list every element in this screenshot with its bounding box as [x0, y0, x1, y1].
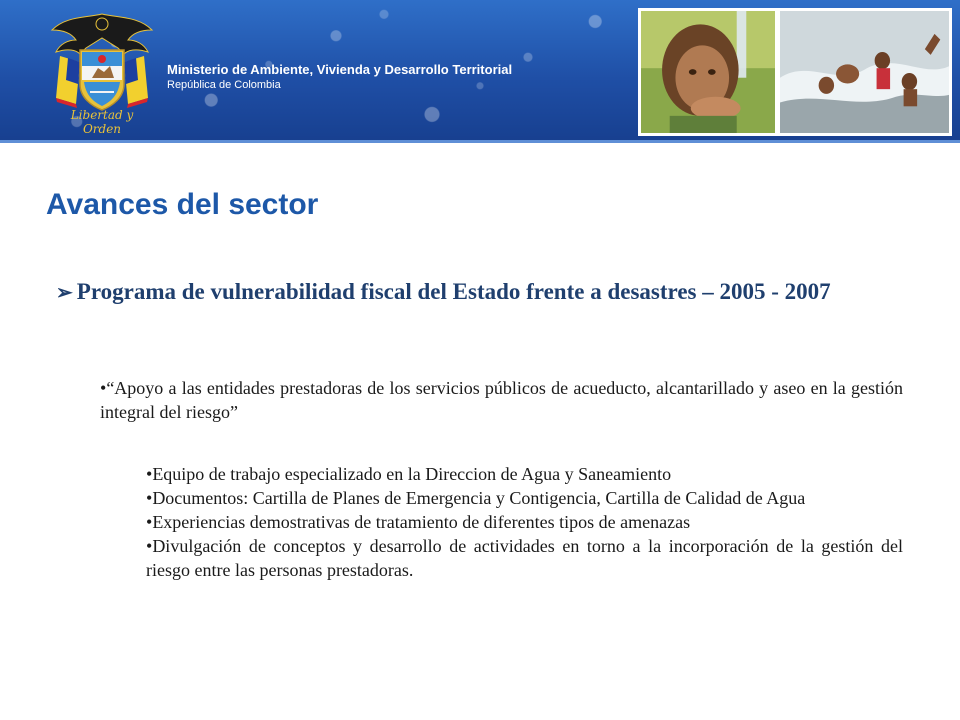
photo-children-fountain	[777, 8, 952, 136]
list-item: •Equipo de trabajo especializado en la Direccion de Agua y Saneamiento	[146, 464, 672, 484]
program-heading	[56, 276, 906, 309]
sub-bullet-list	[146, 462, 903, 582]
quote-text: “Apoyo a las entidades prestadoras de los servicios públicos de acueducto, alcantarillado y aseo en la gestión integral del riesgo”	[100, 378, 903, 422]
bullet-dot-icon: •	[146, 536, 153, 556]
header-banner	[0, 0, 960, 143]
bullet-dot-icon: •	[146, 512, 153, 532]
bullet-dot-icon: •	[100, 378, 107, 398]
bullet-dot-icon: •	[146, 464, 153, 484]
country-name: República de Colombia	[167, 79, 281, 91]
list-item: •Documentos: Cartilla de Planes de Emergencia y Contigencia, Cartilla de Calidad de Agua	[146, 488, 806, 508]
header-divider	[0, 140, 960, 143]
photo-child-drinking-water	[638, 8, 778, 136]
ministry-name: Ministerio de Ambiente, Vivienda y Desarrollo Territorial	[167, 62, 513, 77]
arrow-bullet-icon: ➢	[56, 282, 73, 304]
quote-bullet	[100, 376, 903, 424]
coat-of-arms-logo	[46, 8, 158, 136]
list-item: •Experiencias demostrativas de tratamiento de diferentes tipos de amenazas	[146, 512, 691, 532]
ministry-label	[167, 62, 512, 92]
program-title-text: Programa de vulnerabilidad fiscal del Estado frente a desastres – 2005 - 2007	[76, 279, 831, 304]
list-item: •Divulgación de conceptos y desarrollo de actividades en torno a la incorporación de la gestión del riesgo entre las personas prestadoras.	[146, 536, 903, 580]
bullet-dot-icon: •	[146, 488, 153, 508]
slide-title: Avances del sector	[46, 188, 319, 221]
motto-text: Libertad y Orden	[70, 108, 134, 136]
